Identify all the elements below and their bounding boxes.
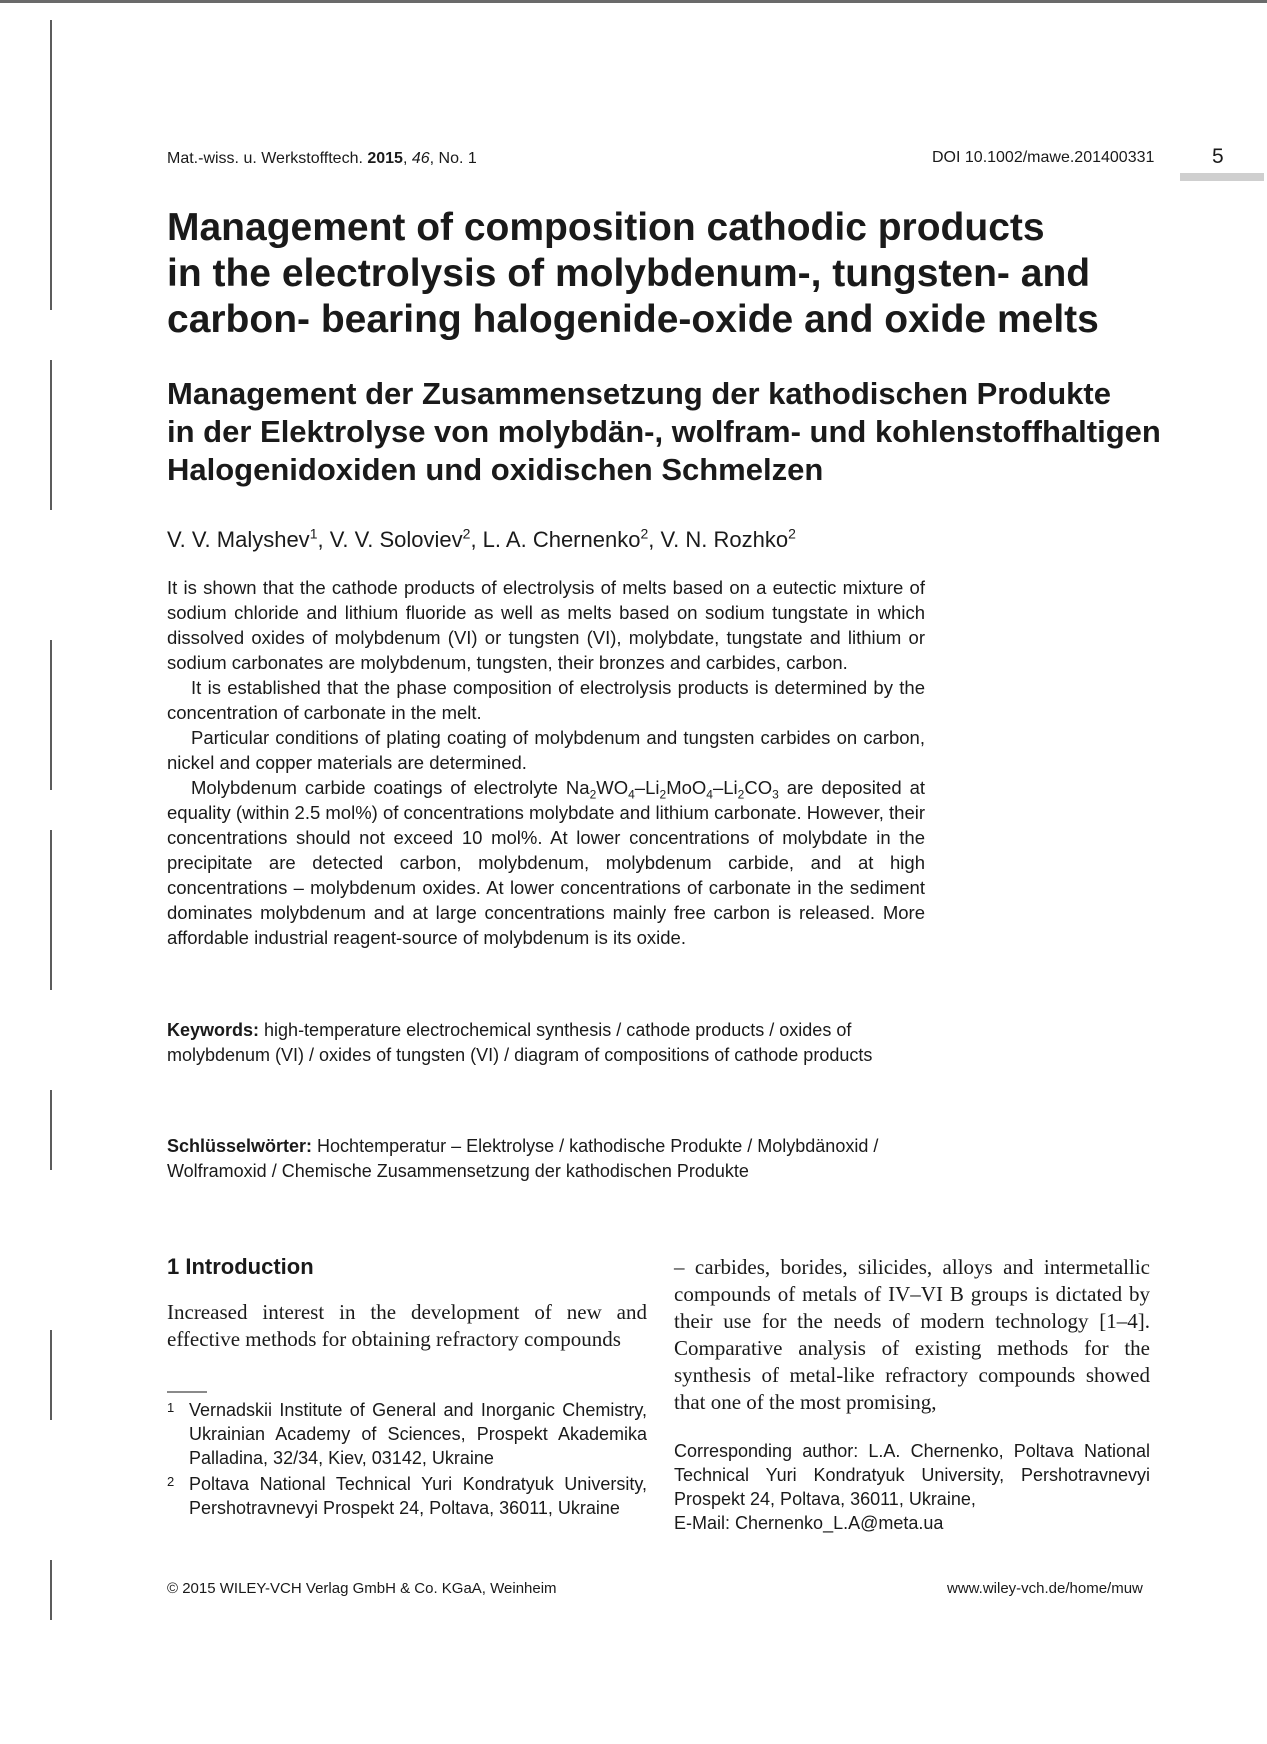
german-title — [167, 375, 1197, 489]
scan-edge — [50, 830, 52, 990]
footnote-text: Vernadskii Institute of General and Inorganic Chemistry, Ukrainian Academy of Sciences, Prospekt Akademika Palladina, 32/34, Kiev, 03142, Ukraine — [189, 1400, 647, 1468]
footnote-text: Poltava National Technical Yuri Kondratyuk University, Pershotravnevyi Prospekt 24, Poltava, 36011, Ukraine — [189, 1474, 647, 1518]
footnote — [167, 1472, 647, 1520]
intro-text-right: – carbides, borides, silicides, alloys and intermetallic compounds of metals of IV–VI B groups is dictated by their use for the needs of modern technology [1–4]. Comparative analysis of existing methods for the synthesis of metal-like refractory compounds showed that one of the most promising, — [674, 1255, 1150, 1414]
author: V. V. Malyshev$^1$, — [167, 526, 330, 553]
scan-edge — [50, 640, 52, 790]
footnote-number: 1 — [167, 1400, 175, 1415]
section-heading: 1 Introduction — [167, 1254, 314, 1279]
journal-reference: Mat.-wiss. u. Werkstofftech. 2015, 46, No. 1 — [167, 150, 477, 167]
doi: DOI 10.1002/mawe.201400331 — [932, 149, 1155, 166]
scan-edge — [50, 1560, 52, 1620]
journal-year: 2015 — [367, 150, 403, 167]
keywords — [167, 1018, 887, 1068]
footnote-number: 2 — [167, 1474, 175, 1489]
footnote-rule — [167, 1391, 207, 1393]
title-line: Management of composition cathodic products — [167, 206, 1045, 249]
page-number-bar — [1180, 173, 1264, 181]
copyright: © 2015 WILEY-VCH Verlag GmbH & Co. KGaA, Weinheim — [167, 1580, 557, 1597]
abstract-paragraph: Particular conditions of plating coating of molybdenum and tungsten carbides on carbon, nickel and copper materials are determined. — [167, 727, 925, 773]
author: L. A. Chernenko$^2$, — [482, 526, 661, 553]
title-line: carbon- bearing halogenide-oxide and oxide melts — [167, 298, 1099, 341]
corresponding-email: E-Mail: Chernenko_L.A@meta.ua — [674, 1513, 944, 1533]
page-number: 5 — [1212, 145, 1224, 168]
scan-edge — [50, 1330, 52, 1420]
abstract — [167, 575, 925, 950]
affiliation-marker: 2 — [640, 526, 649, 542]
german-title-line: Management der Zusammensetzung der kathodischen Produkte — [167, 376, 1111, 411]
top-rule — [0, 0, 1267, 3]
german-title-line: in der Elektrolyse von molybdän-, wolfram- und kohlenstoffhaltigen — [167, 414, 1161, 449]
abstract-paragraph: It is established that the phase composition of electrolysis products is determined by the concentration of carbonate in the melt. — [167, 677, 925, 723]
title-line: in the electrolysis of molybdenum-, tungsten- and — [167, 252, 1091, 295]
keywords-text: high-temperature electrochemical synthesis / cathode products / oxides of molybdenum (VI) / oxides of tungsten (VI) / diagram of compositions of cathode products — [167, 1020, 873, 1065]
keywords-label: Keywords: — [167, 1020, 260, 1040]
journal-issue: No. 1 — [438, 150, 477, 167]
article-title — [167, 205, 1197, 343]
author: V. N. Rozhko$^2$ — [660, 526, 796, 553]
journal-name: Mat.-wiss. u. Werkstofftech. — [167, 150, 363, 167]
journal-volume: 46 — [411, 150, 430, 167]
intro-text-left: Increased interest in the development of new and effective methods for obtaining refractory compounds — [167, 1300, 647, 1351]
abstract-paragraph: It is shown that the cathode products of electrolysis of melts based on a eutectic mixture of sodium chloride and lithium fluoride as well as melts based on sodium tungstate in which dissolved oxides of molybdenum (VI) or tungsten (VI), molybdate, tungstate and lithium or sodium carbonates are molybdenum, tungsten, their bronzes and carbides, carbon. — [167, 577, 925, 673]
footnotes — [167, 1398, 647, 1522]
corresponding-author-text: Corresponding author: L.A. Chernenko, Poltava National Technical Yuri Kondratyuk University, Pershotravnevyi Prospekt 24, Poltava, 36011, Ukraine, — [674, 1441, 1150, 1509]
german-title-line: Halogenidoxiden und oxidischen Schmelzen — [167, 452, 824, 487]
affiliation-marker: 1 — [309, 526, 318, 542]
affiliation-marker: 2 — [462, 526, 471, 542]
publisher-url: www.wiley-vch.de/home/muw — [947, 1580, 1143, 1597]
corresponding-author — [674, 1439, 1150, 1535]
scan-edge — [50, 1090, 52, 1170]
german-keywords — [167, 1134, 967, 1184]
abstract-paragraph: Molybdenum carbide coatings of electrolyte $Na_2WO_4-Li_2MoO_4-Li_2CO_3$ are deposited at equality (within 2.5 mol%) of concentrations molybdate and lithium carbonate. However, their concentrations should not exceed 10 mol%. At lower concentrations of molybdate in the precipitate are detected carbon, molybdenum, molybdenum carbide, and at high concentrations – molybdenum oxides. At lower concentrations of carbonate in the sediment dominates molybdenum and at large concentrations mainly free carbon is released. More affordable industrial reagent-source of molybdenum is its oxide. — [167, 777, 925, 948]
german-keywords-text: Hochtemperatur – Elektrolyse / kathodische Produkte / Molybdänoxid / Wolframoxid / Chemische Zusammensetzung der kathodischen Produkte — [167, 1136, 879, 1181]
author-list — [167, 526, 796, 553]
affiliation-marker: 2 — [788, 526, 796, 542]
footnote — [167, 1398, 647, 1470]
scan-edge — [50, 360, 52, 510]
german-keywords-label: Schlüsselwörter: — [167, 1136, 313, 1156]
scan-edge — [50, 20, 52, 310]
author: V. V. Soloviev$^2$, — [329, 526, 483, 553]
